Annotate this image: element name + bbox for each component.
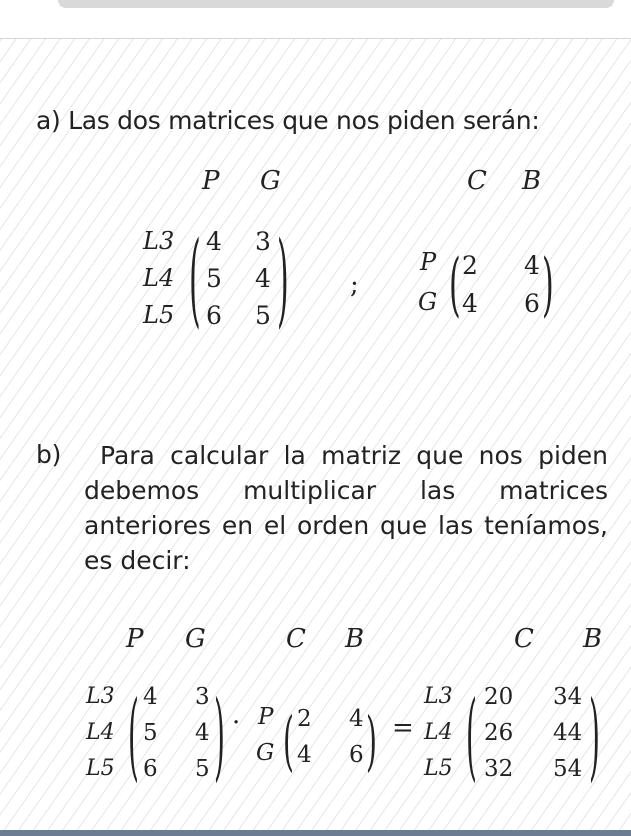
- row-header: L3: [424, 684, 453, 709]
- col-header: B: [345, 624, 365, 654]
- row-header: L4: [143, 264, 175, 292]
- row-header: G: [418, 288, 438, 316]
- matrix-cell: 4: [524, 251, 540, 280]
- matrix-cell: 34: [553, 684, 583, 710]
- matrix-cell: 26: [484, 720, 514, 746]
- col-header: C: [286, 624, 306, 654]
- matrix-cell: 5: [206, 264, 222, 293]
- matrix-cell: 4: [195, 720, 210, 746]
- row-header: L5: [143, 301, 175, 329]
- left-paren: (: [449, 246, 461, 327]
- col-header: B: [583, 624, 603, 654]
- bottom-bar: [0, 830, 631, 836]
- row-header: L3: [86, 684, 115, 709]
- part-a-text: Las dos matrices que nos piden serán:: [68, 106, 540, 135]
- right-paren: ): [214, 680, 225, 793]
- col-header: B: [522, 166, 542, 196]
- row-header: L5: [424, 756, 453, 781]
- right-paren: ): [277, 222, 289, 341]
- row-header: P: [420, 248, 437, 276]
- drag-handle[interactable]: [58, 0, 614, 8]
- matrix-cell: 6: [206, 301, 222, 330]
- left-paren: (: [189, 222, 201, 341]
- matrix-cell: 5: [195, 756, 210, 782]
- matrix-cell: 2: [297, 706, 312, 732]
- row-header: L4: [424, 720, 453, 745]
- matrix-cell: 44: [553, 720, 583, 746]
- row-header: G: [256, 740, 275, 766]
- matrix-cell: 4: [462, 289, 478, 318]
- equals-sign: =: [392, 713, 414, 743]
- part-a-label: a): [36, 106, 61, 135]
- right-paren: ): [542, 246, 554, 327]
- part-b-label: b): [36, 440, 62, 469]
- part-a-heading: [36, 104, 539, 138]
- matrix-cell: 4: [297, 742, 312, 768]
- matrix-cell: 6: [349, 742, 364, 768]
- matrix-cell: 4: [143, 684, 158, 710]
- separator: ;: [350, 270, 359, 300]
- row-header: L5: [86, 756, 115, 781]
- col-header: C: [467, 166, 487, 196]
- col-header: G: [185, 624, 206, 654]
- part-b-text-content: Para calcular la matriz que nos piden debemos multiplicar las matrices anteriores en el orden que las teníamos, es decir:: [84, 441, 608, 575]
- matrix-cell: 32: [484, 756, 514, 782]
- col-header: G: [260, 166, 281, 196]
- top-bar: [0, 0, 631, 39]
- matrix-cell: 3: [255, 227, 271, 256]
- matrix-cell: 4: [255, 264, 271, 293]
- matrix-cell: 4: [349, 706, 364, 732]
- col-header: P: [202, 166, 220, 196]
- multiply-operator: ·: [232, 708, 241, 738]
- left-paren: (: [283, 703, 294, 779]
- col-header: P: [126, 624, 144, 654]
- matrix-cell: 6: [143, 756, 158, 782]
- matrix-cell: 2: [462, 251, 478, 280]
- part-b-text: [84, 438, 608, 578]
- row-header: P: [258, 704, 274, 730]
- matrix-cell: 54: [553, 756, 583, 782]
- col-header: C: [514, 624, 534, 654]
- right-paren: ): [589, 680, 600, 793]
- matrix-cell: 4: [206, 227, 222, 256]
- matrix-cell: 5: [143, 720, 158, 746]
- matrix-cell: 5: [255, 301, 271, 330]
- left-paren: (: [466, 680, 477, 793]
- left-paren: (: [128, 680, 139, 793]
- matrix-cell: 6: [524, 289, 540, 318]
- matrix-cell: 20: [484, 684, 514, 710]
- right-paren: ): [366, 703, 377, 779]
- row-header: L3: [143, 227, 175, 255]
- matrix-cell: 3: [195, 684, 210, 710]
- row-header: L4: [86, 720, 115, 745]
